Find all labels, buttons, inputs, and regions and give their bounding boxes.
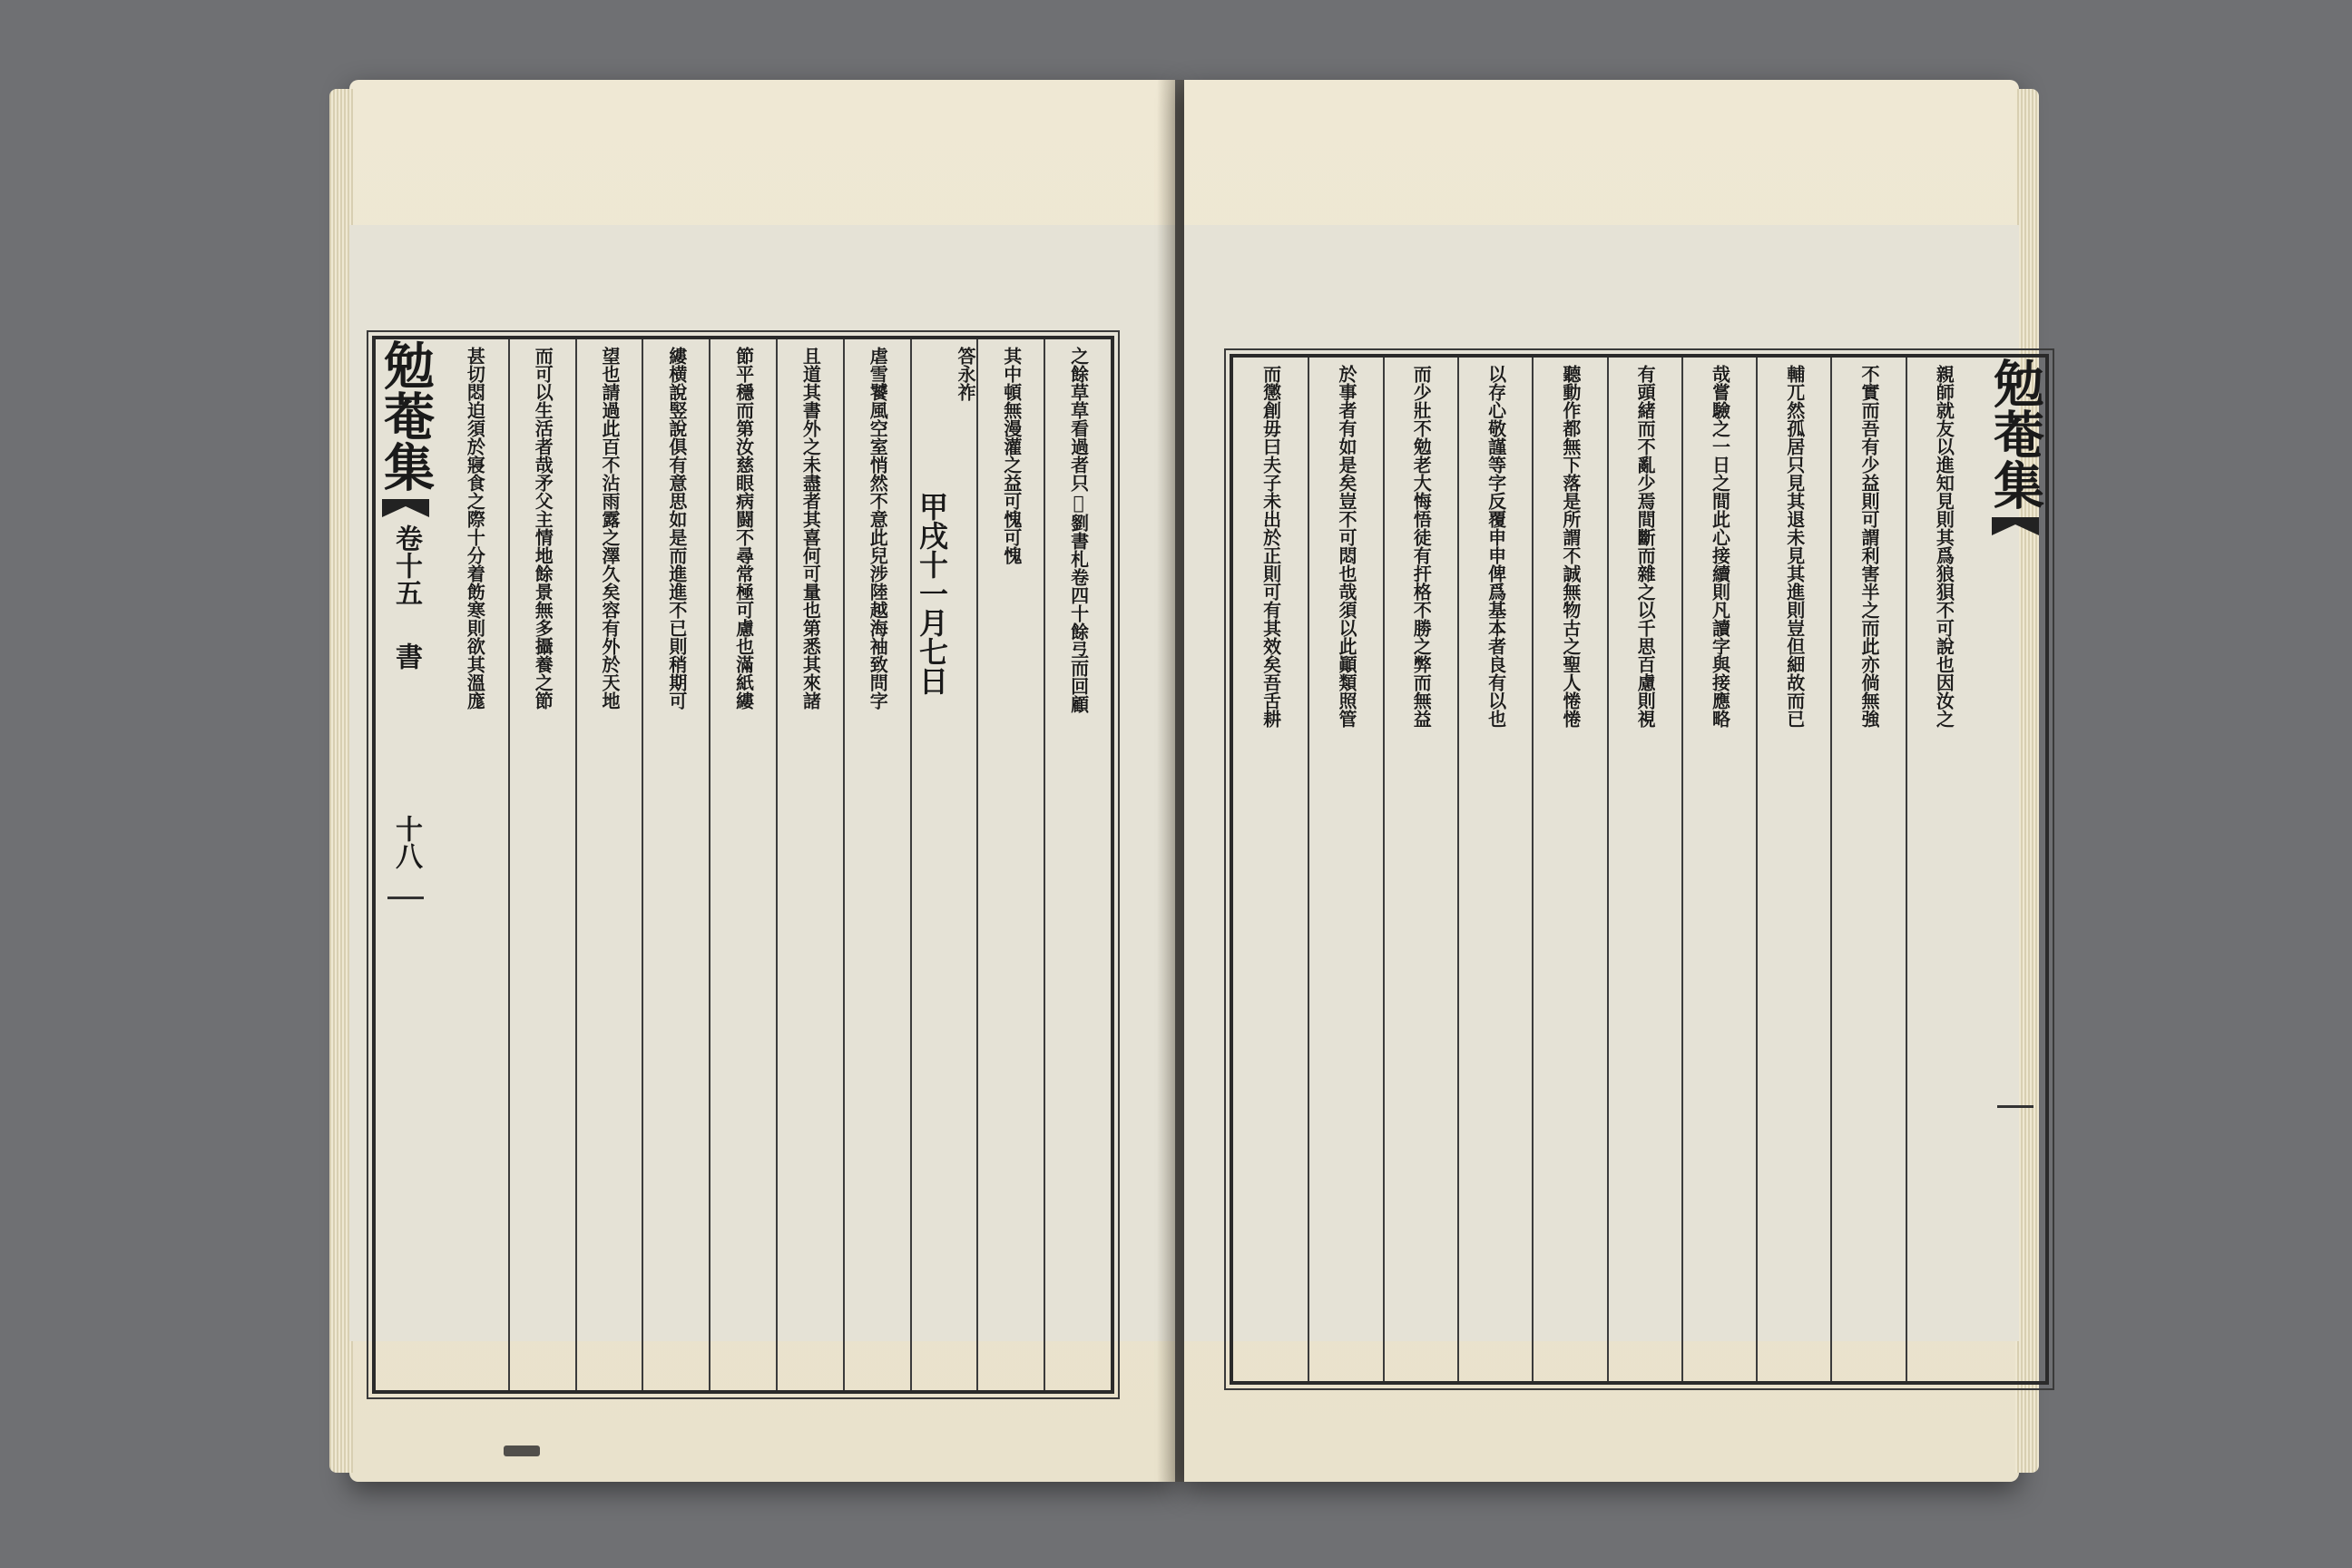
left-text-frame	[372, 336, 1114, 1394]
left-text-columns	[441, 339, 1111, 1390]
date-note: 甲戌十一月七日	[915, 492, 949, 695]
text-column	[441, 339, 508, 1390]
fish-tail-mark	[382, 499, 429, 517]
column-text: 於事者有如是矣豈不可悶也哉須以此顚類照管	[1335, 365, 1357, 728]
fish-tail-mark	[1992, 517, 2039, 535]
ink-smudge	[504, 1446, 540, 1456]
text-column	[1233, 358, 1308, 1381]
banxin-rule	[387, 897, 424, 899]
column-text: 望也請過此百不沾雨露之澤久矣容有外於天地	[599, 347, 622, 710]
column-text: 縷横說竪說俱有意思如是而進進不已則稍期可	[665, 347, 688, 710]
text-column	[1308, 358, 1382, 1381]
text-column	[1383, 358, 1457, 1381]
column-text: 其中頓無漫灌之益可愧可愧	[1000, 347, 1023, 564]
left-banxin	[377, 339, 434, 1390]
column-text: 節平穩而第汝慈眼病闘不尋常極可慮也滿紙縷	[732, 347, 755, 710]
column-text: 哉嘗驗之一日之間此心接續則凡讀字與接應略	[1709, 365, 1731, 728]
column-text: 甚切悶迫須於寢食之際十分着飭寒則欲其溫庬	[464, 347, 486, 710]
column-text: 且道其書外之未盡者其喜何可量也第悉其來諸	[799, 347, 822, 710]
column-text: 親師就友以進知見則其爲狼狽不可說也因汝之	[1933, 365, 1955, 728]
text-column	[1044, 339, 1111, 1390]
column-text: 輔兀然孤居只見其退未見其進則豈但細故而已	[1783, 365, 1806, 728]
column-text: 不實而吾有少益則可謂利害半之而此亦倘無強	[1858, 365, 1881, 728]
right-page	[1184, 80, 2045, 1482]
column-text: 而可以生活者哉矛父主情地餘景無多攝養之節	[532, 347, 554, 710]
column-text: 虐雪饕風空室悄然不意此兒涉陸越海袖致問字	[867, 347, 889, 710]
text-column	[508, 339, 575, 1390]
text-column	[1532, 358, 1606, 1381]
text-column	[1906, 358, 1980, 1381]
column-text: 有頭緒而不亂少焉間斷而雜之以千思百慮則視	[1634, 365, 1657, 728]
column-text: 之餘草草看過者只𨇠劉書札卷四十餘弖而回顧	[1067, 347, 1090, 713]
column-text: 答永祚	[955, 347, 976, 401]
banxin-genre: 書	[390, 642, 422, 670]
column-text: 而懲創毋曰夫子未出於正則可有其效矣吾舌耕	[1259, 365, 1282, 728]
text-column	[1607, 358, 1681, 1381]
text-column	[1830, 358, 1905, 1381]
column-text: 聽動作都無下落是所謂不誠無物古之聖人惓惓	[1559, 365, 1582, 728]
right-text-columns	[1233, 358, 1980, 1381]
text-column	[1457, 358, 1532, 1381]
left-page	[349, 80, 1175, 1482]
text-column	[843, 339, 910, 1390]
banxin-rule	[1997, 1105, 2034, 1108]
text-column	[776, 339, 843, 1390]
right-banxin	[1987, 358, 2043, 1381]
open-book	[349, 80, 2045, 1482]
text-column	[976, 339, 1044, 1390]
text-column	[1756, 358, 1830, 1381]
text-column	[709, 339, 776, 1390]
banxin-title: 勉菴集	[1985, 358, 2045, 510]
column-text: 而少壯不勉老大悔悟徒有扞格不勝之弊而無益	[1410, 365, 1433, 728]
text-column	[642, 339, 709, 1390]
banxin-title: 勉菴集	[376, 339, 436, 492]
text-column	[910, 339, 977, 1390]
text-column	[575, 339, 642, 1390]
banxin-volume: 卷十五	[390, 524, 422, 606]
text-column	[1681, 358, 1756, 1381]
banxin-folio: 十八	[390, 815, 422, 869]
right-text-frame	[1230, 354, 2049, 1385]
column-text: 以存心敬謹等字反覆申申俾爲基本者良有以也	[1485, 365, 1507, 728]
